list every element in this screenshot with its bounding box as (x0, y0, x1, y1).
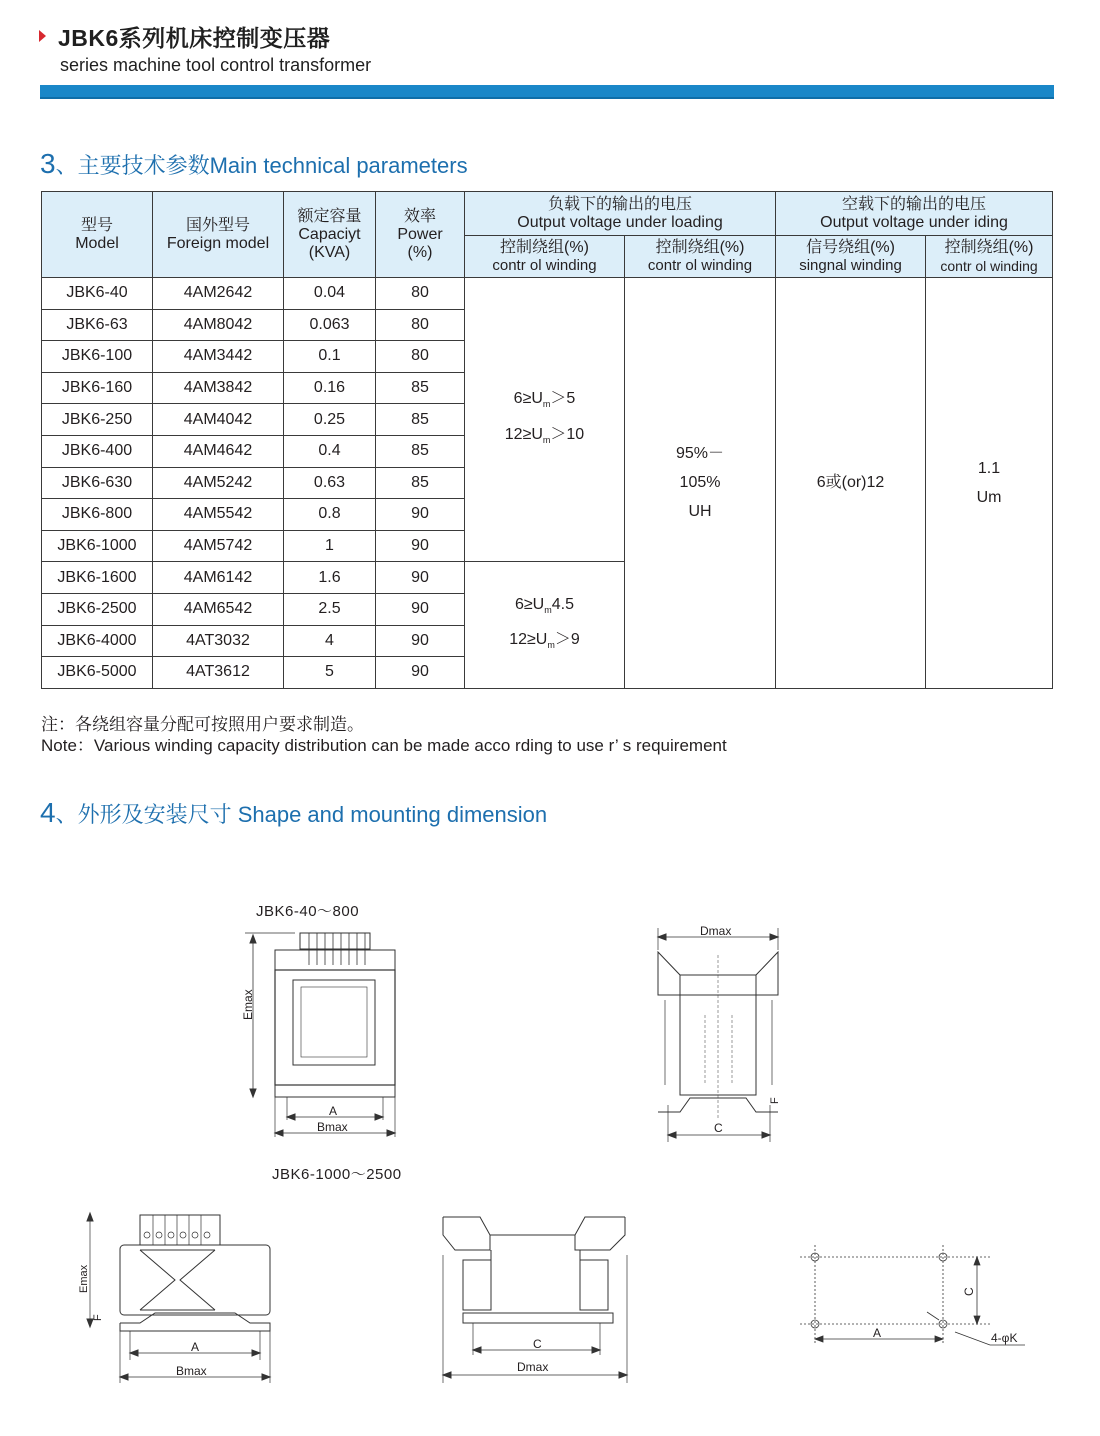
terminal-screws-large (144, 1215, 210, 1245)
drawing-front-small (235, 925, 415, 1140)
x-pattern-left (140, 1250, 175, 1310)
cell-load-control-1-group-2: $6\ge U_m4.5$ $12\ge U_m>9$ (465, 562, 625, 688)
cell-efficiency: 85 (376, 467, 465, 499)
emax-arrow-top (250, 935, 256, 943)
cell-model: JBK6-1600 (42, 562, 153, 594)
cell-foreign-model: 4AM5542 (153, 499, 284, 531)
parameters-table (41, 191, 1053, 689)
terminal-block (300, 933, 370, 949)
cell-efficiency: 80 (376, 309, 465, 341)
note-chinese: 注：各绕组容量分配可按照用户要求制造。 (41, 715, 364, 734)
header-sub-control-2: 控制绕组(%) contr ol winding (625, 236, 776, 278)
terminal-block-large (140, 1215, 220, 1245)
section-3-heading (40, 148, 468, 180)
title-arrow-icon (39, 30, 46, 42)
cell-efficiency: 85 (376, 435, 465, 467)
header-idle-voltage: 空载下的输出的电压 Output voltage under iding (776, 192, 1053, 236)
cell-model: JBK6-100 (42, 341, 153, 373)
left-coil-large (463, 1260, 491, 1310)
c-label-holes: C (962, 1287, 976, 1296)
cell-foreign-model: 4AM8042 (153, 309, 284, 341)
cell-foreign-model: 4AM6542 (153, 593, 284, 625)
section-3-number: 3 (40, 148, 56, 179)
dmax-label-large: Dmax (517, 1360, 549, 1374)
cell-model: JBK6-40 (42, 278, 153, 310)
emax-label: Emax (241, 989, 255, 1020)
cell-model: JBK6-160 (42, 372, 153, 404)
side-base-large (463, 1313, 613, 1323)
header-sub-signal: 信号绕组(%) singnal winding (776, 236, 926, 278)
cell-idle-signal: 6或(or)12 (776, 278, 926, 689)
cell-foreign-model: 4AT3612 (153, 657, 284, 689)
header-foreign-model: 国外型号 Foreign model (153, 192, 284, 278)
page-subtitle: series machine tool control transformer (60, 55, 372, 75)
c-label: C (714, 1121, 723, 1135)
cell-foreign-model: 4AM3842 (153, 372, 284, 404)
cell-efficiency: 90 (376, 625, 465, 657)
cell-foreign-model: 4AM5742 (153, 530, 284, 562)
cell-capacity: 0.25 (284, 404, 376, 436)
base-plate (275, 1085, 395, 1097)
left-clamp-large (443, 1217, 490, 1250)
core-body-large (120, 1245, 270, 1315)
bmax-label: Bmax (317, 1120, 348, 1134)
header-sub-control-3: 控制绕组(%) contr ol winding (926, 236, 1053, 278)
cell-foreign-model: 4AM4042 (153, 404, 284, 436)
emax-arrow-bottom (250, 1089, 256, 1097)
drawing-side-large (435, 1205, 645, 1385)
section-4-title: 、外形及安装尺寸 Shape and mounting dimension (55, 802, 548, 827)
cell-efficiency: 90 (376, 593, 465, 625)
x-pattern-right (180, 1250, 215, 1310)
cell-capacity: 2.5 (284, 593, 376, 625)
right-coil-large (580, 1260, 608, 1310)
cell-foreign-model: 4AM5242 (153, 467, 284, 499)
header-capacity: 额定容量 Capaciyt (KVA) (284, 192, 376, 278)
holes-label: 4-φK (991, 1331, 1018, 1345)
left-clamp (658, 952, 680, 995)
cell-model: JBK6-630 (42, 467, 153, 499)
cell-load-control-2: 95%－ 105% UH (625, 278, 776, 689)
cell-capacity: 0.1 (284, 341, 376, 373)
emax-label-large: Emax (78, 1264, 90, 1293)
header-sub-control-1: 控制绕组(%) contr ol winding (465, 236, 625, 278)
section-4-heading (40, 797, 547, 829)
cell-capacity: 0.63 (284, 467, 376, 499)
right-clamp (756, 952, 778, 995)
cell-efficiency: 90 (376, 530, 465, 562)
parameters-table-body (42, 278, 1053, 689)
a-label-holes: A (873, 1326, 882, 1340)
cell-efficiency: 80 (376, 341, 465, 373)
cell-foreign-model: 4AM6142 (153, 562, 284, 594)
cell-foreign-model: 4AM2642 (153, 278, 284, 310)
cell-model: JBK6-250 (42, 404, 153, 436)
cell-capacity: 1 (284, 530, 376, 562)
cell-model: JBK6-1000 (42, 530, 153, 562)
cell-capacity: 0.4 (284, 435, 376, 467)
cell-foreign-model: 4AT3032 (153, 625, 284, 657)
cell-capacity: 0.063 (284, 309, 376, 341)
cell-idle-control: 1.1 Um (926, 278, 1053, 689)
right-clamp-large (575, 1217, 625, 1250)
cell-efficiency: 80 (376, 278, 465, 310)
f-label-large: F (92, 1314, 104, 1321)
f-label: F (769, 1097, 781, 1104)
drawing-label-small-model: JBK6-40～800 (256, 903, 360, 920)
cell-capacity: 0.8 (284, 499, 376, 531)
section-4-number: 4 (40, 797, 56, 828)
bmax-label-large: Bmax (176, 1364, 207, 1378)
top-bracket (275, 950, 395, 970)
cell-model: JBK6-2500 (42, 593, 153, 625)
header-load-voltage: 负载下的输出的电压 Output voltage under loading (465, 192, 776, 236)
cell-foreign-model: 4AM4642 (153, 435, 284, 467)
cell-capacity: 5 (284, 657, 376, 689)
coil-window (293, 980, 375, 1065)
dmax-label: Dmax (700, 924, 732, 938)
a-label-large: A (191, 1340, 200, 1354)
cell-foreign-model: 4AM3442 (153, 341, 284, 373)
cell-efficiency: 90 (376, 499, 465, 531)
header-model: 型号 Model (42, 192, 153, 278)
note-english: Note：Various winding capacity distribution can be made acco rding to use r’ s requirement (41, 736, 727, 755)
cell-efficiency: 85 (376, 404, 465, 436)
cell-model: JBK6-400 (42, 435, 153, 467)
header-divider-bar (40, 85, 1054, 99)
cell-efficiency: 85 (376, 372, 465, 404)
page-title: JBK6系列机床控制变压器 (58, 25, 331, 51)
c-label-large: C (533, 1337, 542, 1351)
cell-capacity: 0.16 (284, 372, 376, 404)
a-label: A (329, 1104, 338, 1118)
drawing-side-small (650, 920, 790, 1145)
cell-capacity: 4 (284, 625, 376, 657)
drawing-mounting-holes (795, 1240, 1045, 1360)
cell-model: JBK6-4000 (42, 625, 153, 657)
cell-load-control-1-group-1: $6\ge U_m>5$ $12\ge U_m>10$ (465, 278, 625, 562)
drawing-front-large (75, 1205, 275, 1385)
cell-capacity: 0.04 (284, 278, 376, 310)
table-row (42, 278, 1053, 310)
cell-efficiency: 90 (376, 657, 465, 689)
drawing-label-large-model: JBK6-1000～2500 (272, 1166, 402, 1183)
cell-model: JBK6-800 (42, 499, 153, 531)
cell-efficiency: 90 (376, 562, 465, 594)
base-large (120, 1313, 270, 1331)
cell-model: JBK6-63 (42, 309, 153, 341)
section-3-title: 、主要技术参数Main technical parameters (55, 153, 468, 178)
cell-capacity: 1.6 (284, 562, 376, 594)
header-efficiency: 效率 Power (%) (376, 192, 465, 278)
cell-model: JBK6-5000 (42, 657, 153, 689)
coil-inner (301, 987, 367, 1057)
